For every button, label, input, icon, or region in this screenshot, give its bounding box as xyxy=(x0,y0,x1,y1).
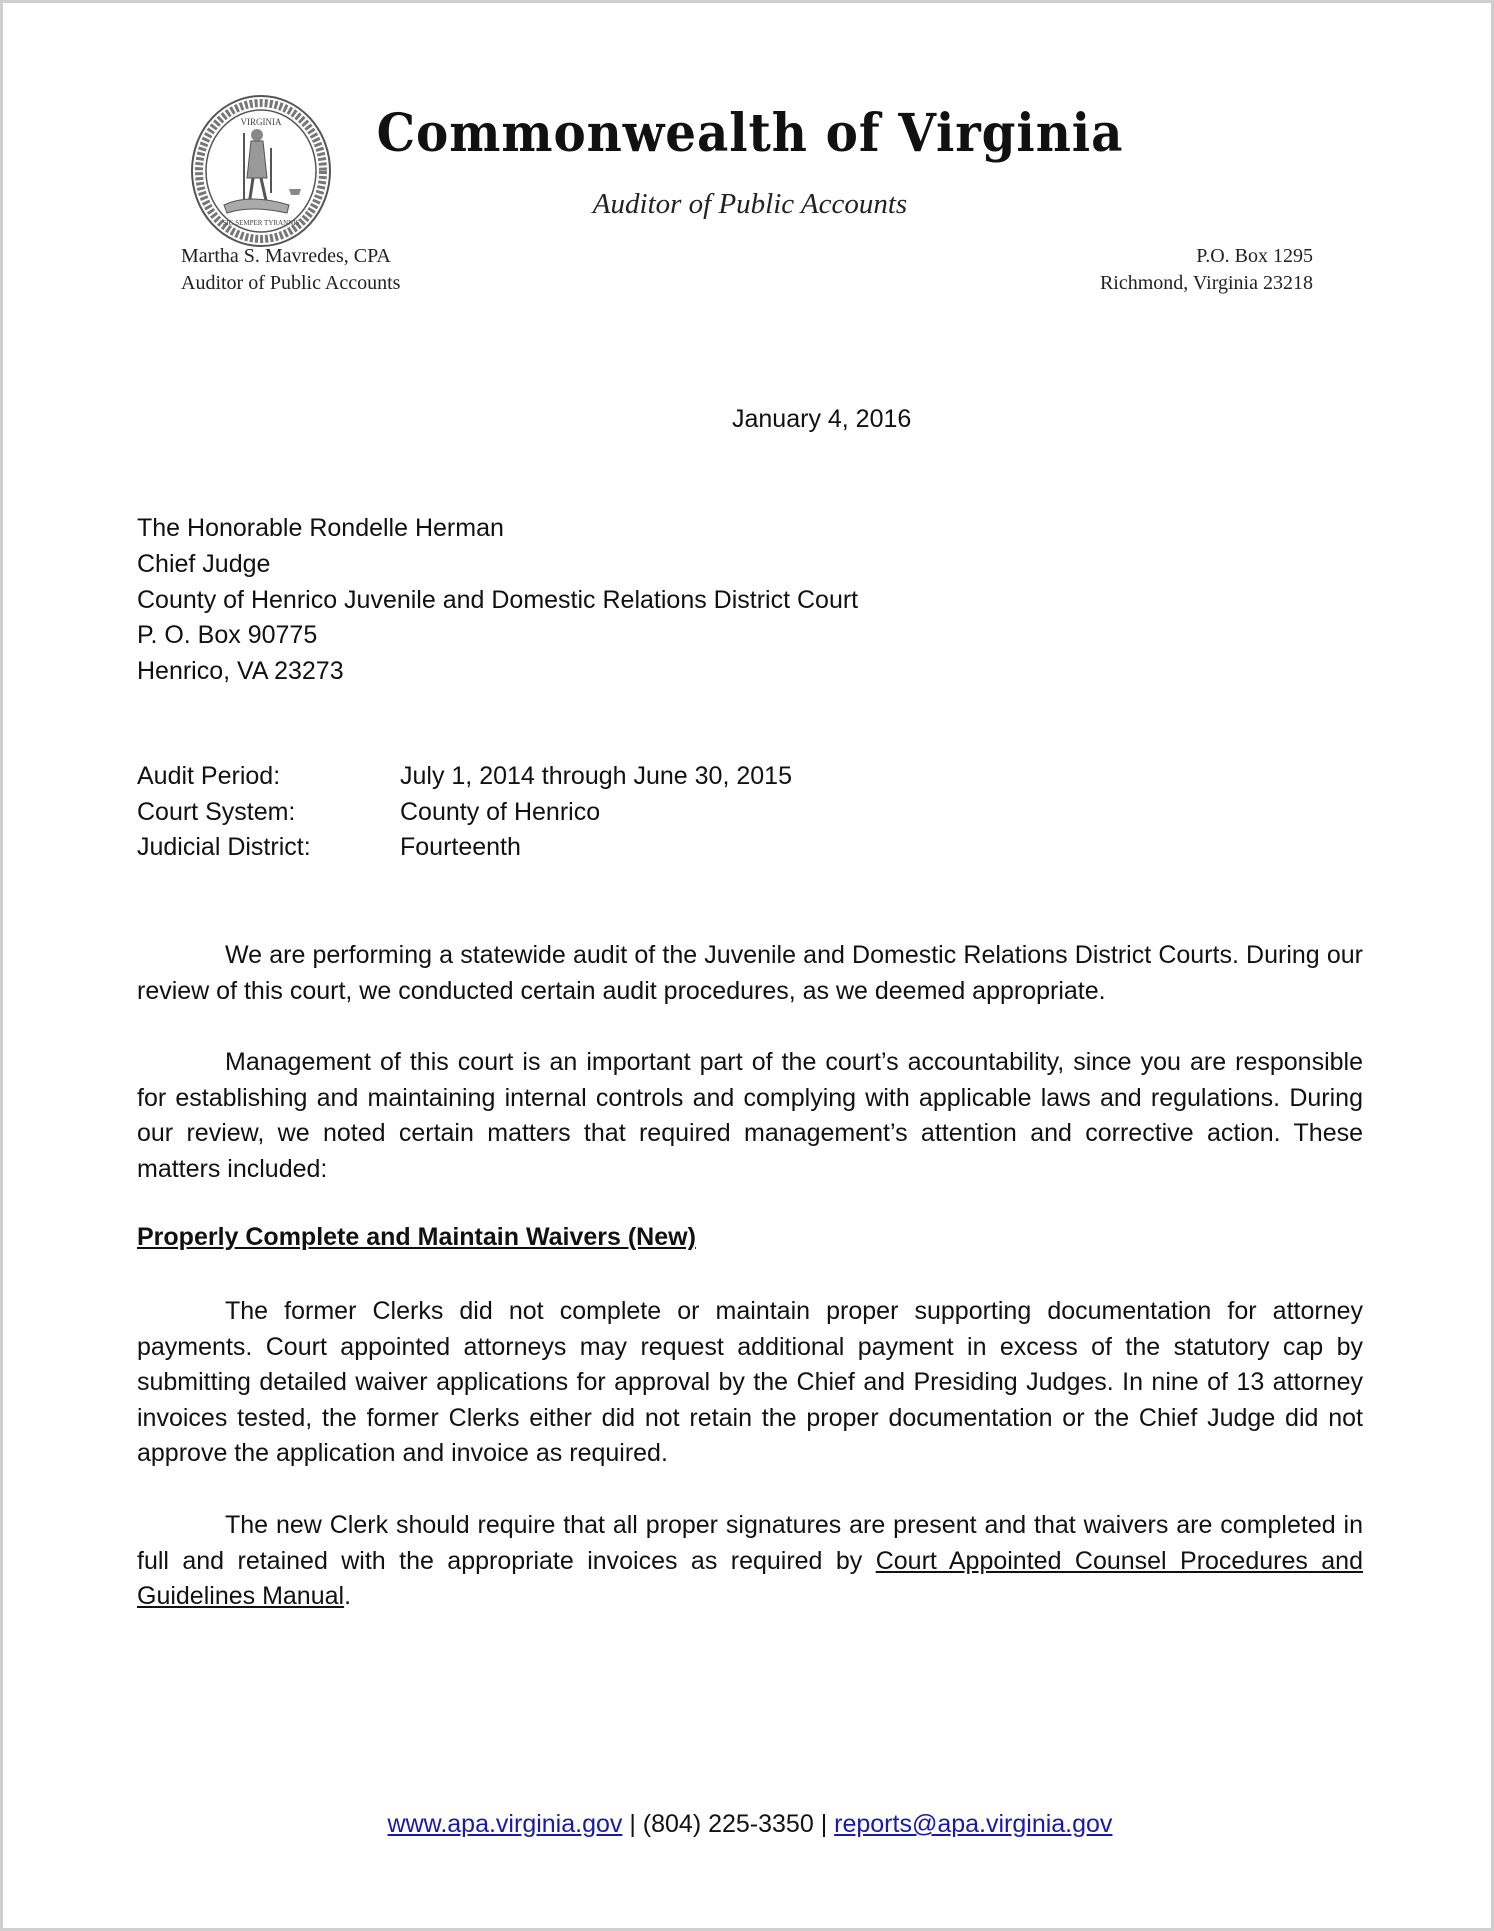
manual-reference: Court Appointed Counsel Procedures and Guidelines Manual xyxy=(137,1546,1363,1610)
auditor-name-block xyxy=(181,243,400,297)
addressee-line: County of Henrico Juvenile and Domestic Relations District Court xyxy=(137,585,859,614)
addressee-line: Chief Judge xyxy=(137,549,271,578)
svg-text:VIRGINIA: VIRGINIA xyxy=(240,117,282,127)
office-po-box: P.O. Box 1295 xyxy=(1196,245,1313,267)
audit-info-value: County of Henrico xyxy=(400,797,601,826)
footer-separator: | xyxy=(622,1810,643,1838)
auditor-role: Auditor of Public Accounts xyxy=(181,272,401,294)
finding-heading: Properly Complete and Maintain Waivers (New) xyxy=(137,1223,696,1251)
office-address-block xyxy=(1100,243,1313,297)
audit-info-label: Court System: xyxy=(137,797,296,826)
recommendation-text: The new Clerk should require that all proper signatures are present and that waivers are completed in full and retained with the appropriate invoices as required by xyxy=(137,1511,1363,1575)
addressee-line: P. O. Box 90775 xyxy=(137,621,318,650)
addressee-block xyxy=(137,511,858,690)
addressee-line: The Honorable Rondelle Herman xyxy=(137,514,504,542)
audit-info-table xyxy=(137,759,792,866)
website-link[interactable]: www.apa.virginia.gov xyxy=(387,1810,623,1838)
addressee-line: Henrico, VA 23273 xyxy=(137,657,344,686)
auditor-name: Martha S. Mavredes, CPA xyxy=(181,245,391,267)
finding-paragraph: The former Clerks did not complete or maintain proper supporting documentation for attorney payments. Court appointed attorneys may request additional payment in excess of the statutory cap by submitting detailed waiver applications for approval by the Chief and Presiding Judges. In nine of 13 attorney invoices tested, the former Clerks either did not retain the proper documentation or the Chief Judge did not approve the application and invoice as required. xyxy=(137,1297,1363,1467)
svg-text:SIC SEMPER TYRANNIS: SIC SEMPER TYRANNIS xyxy=(222,219,300,227)
recommendation-paragraph xyxy=(137,1508,1363,1615)
body-paragraph-1: We are performing a statewide audit of the Juvenile and Domestic Relations District Courts. During our review of this court, we conducted certain audit procedures, as we deemed appropriate. xyxy=(137,941,1363,1005)
audit-info-row xyxy=(137,830,792,866)
audit-info-label: Judicial District: xyxy=(137,833,311,861)
footer-contact xyxy=(3,1810,1494,1839)
email-link[interactable]: reports@apa.virginia.gov xyxy=(834,1810,1113,1838)
audit-info-label: Audit Period: xyxy=(137,762,281,790)
letterhead-title: Commonwealth of Virginia xyxy=(376,103,1124,164)
letterhead-subtitle: Auditor of Public Accounts xyxy=(592,188,908,220)
audit-info-row xyxy=(137,759,792,795)
audit-info-row xyxy=(137,795,792,831)
audit-info-value: July 1, 2014 through June 30, 2015 xyxy=(400,762,792,790)
phone-number: (804) 225-3350 xyxy=(642,1810,814,1838)
audit-info-value: Fourteenth xyxy=(400,833,521,861)
recommendation-end: . xyxy=(344,1582,352,1610)
footer-separator: | xyxy=(813,1810,835,1838)
letter-date: January 4, 2016 xyxy=(732,405,912,433)
office-city: Richmond, Virginia 23218 xyxy=(1099,272,1313,294)
body-paragraph-2: Management of this court is an important part of the court’s accountability, since you are responsible for establishing and maintaining internal controls and complying with applicable laws and regulations. During our review, we noted certain matters that required management’s attention and corrective action. These matters included: xyxy=(137,1048,1363,1183)
